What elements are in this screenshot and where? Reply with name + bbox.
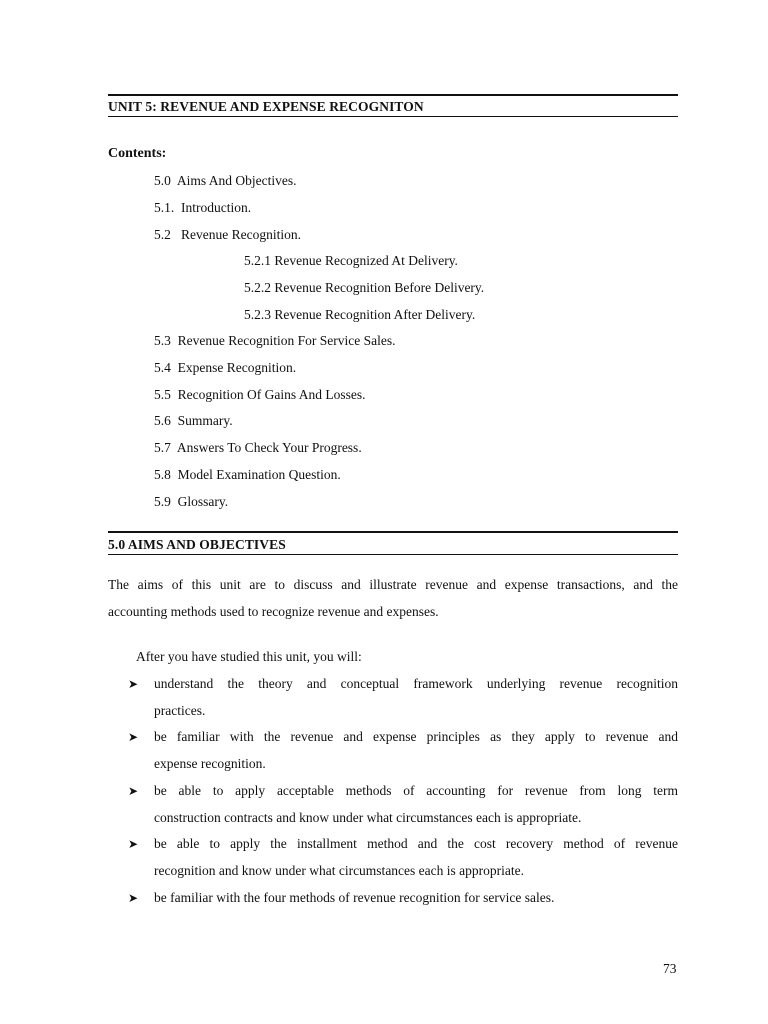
intro-line-1: The aims of this unit are to discuss and illustrate revenue and expense transactions, and the: [108, 577, 678, 592]
toc-item-5-4: 5.4 Expense Recognition.: [154, 360, 297, 375]
toc-item-5-9: 5.9 Glossary.: [154, 494, 229, 509]
bullet-4-line-2: recognition and know under what circumstances each is appropriate.: [154, 863, 524, 878]
toc-item-5-3: 5.3 Revenue Recognition For Service Sales.: [154, 333, 396, 348]
arrowhead-bullet-icon: ➤: [128, 891, 139, 905]
unit-title: UNIT 5: REVENUE AND EXPENSE RECOGNITON: [108, 99, 424, 114]
page-number: 73: [663, 961, 677, 976]
arrowhead-bullet-icon: ➤: [128, 784, 139, 798]
lead-in-text: After you have studied this unit, you will:: [136, 649, 362, 664]
toc-item-5-2-3: 5.2.3 Revenue Recognition After Delivery.: [244, 307, 476, 322]
toc-item-5-7: 5.7 Answers To Check Your Progress.: [154, 440, 362, 455]
toc-item-5-2-1: 5.2.1 Revenue Recognized At Delivery.: [244, 253, 458, 268]
toc-item-5-0: 5.0 Aims And Objectives.: [154, 173, 297, 188]
toc-item-5-2: 5.2 Revenue Recognition.: [154, 227, 301, 242]
bullet-3-line-2: construction contracts and know under what circumstances each is appropriate.: [154, 810, 582, 825]
bullet-4-line-1: be able to apply the installment method and the cost recovery method of revenue: [154, 836, 678, 851]
contents-title: Contents:: [108, 146, 167, 161]
unit-heading-block: [108, 94, 678, 117]
bullet-3-line-1: be able to apply acceptable methods of accounting for revenue from long term: [154, 783, 678, 798]
bullet-5-line-1: be familiar with the four methods of revenue recognition for service sales.: [154, 890, 555, 905]
intro-line-2: accounting methods used to recognize revenue and expenses.: [108, 604, 439, 619]
section-heading-block: [108, 531, 678, 555]
toc-item-5-1: 5.1. Introduction.: [154, 200, 252, 215]
toc-item-5-5: 5.5 Recognition Of Gains And Losses.: [154, 387, 366, 402]
bullet-2-line-1: be familiar with the revenue and expense principles as they apply to revenue and: [154, 729, 678, 744]
arrowhead-bullet-icon: ➤: [128, 730, 139, 744]
toc-item-5-8: 5.8 Model Examination Question.: [154, 467, 341, 482]
toc-item-5-2-2: 5.2.2 Revenue Recognition Before Delivery.: [244, 280, 485, 295]
bullet-1-line-2: practices.: [154, 703, 206, 718]
toc-item-5-6: 5.6 Summary.: [154, 413, 233, 428]
arrowhead-bullet-icon: ➤: [128, 837, 139, 851]
bullet-2-line-2: expense recognition.: [154, 756, 266, 771]
section-title: 5.0 AIMS AND OBJECTIVES: [108, 537, 286, 552]
arrowhead-bullet-icon: ➤: [128, 677, 139, 691]
bullet-1-line-1: understand the theory and conceptual framework underlying revenue recognition: [154, 676, 678, 691]
